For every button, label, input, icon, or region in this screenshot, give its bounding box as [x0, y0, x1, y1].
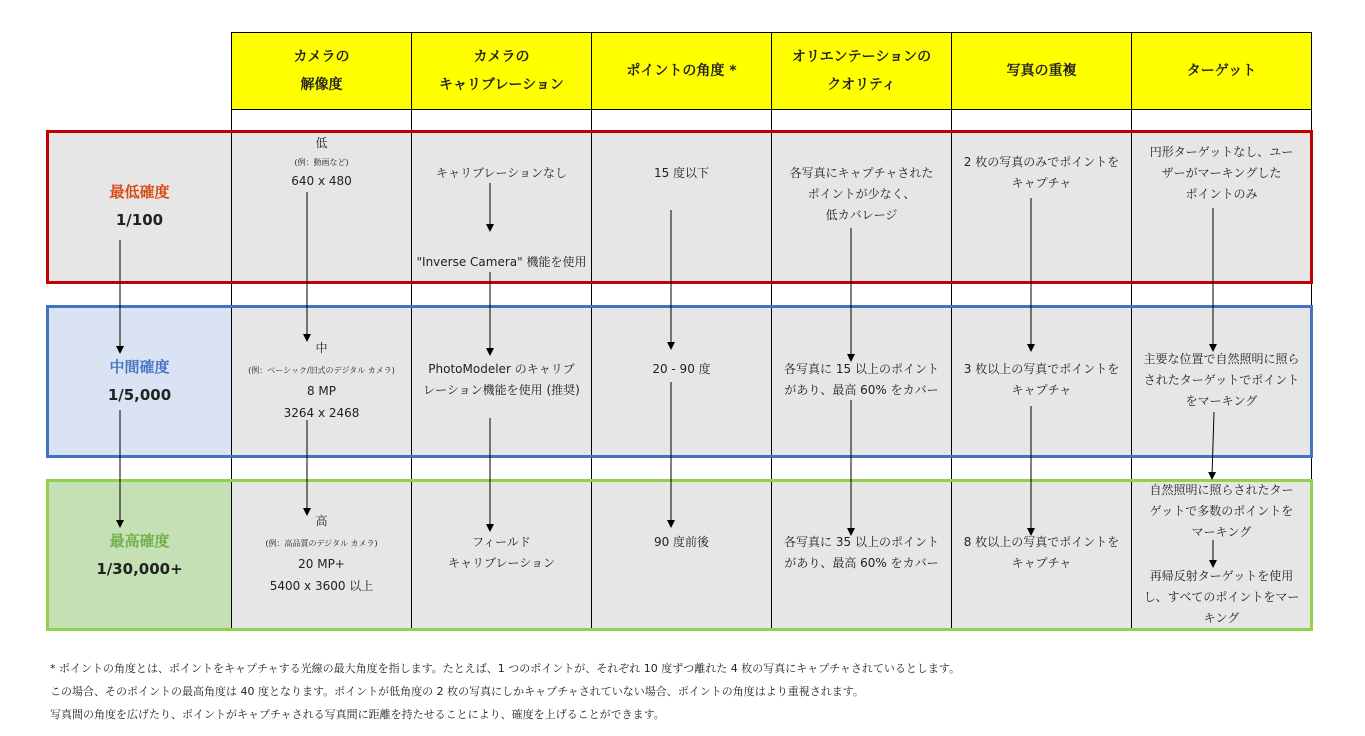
orientation-text: 各写真にキャプチャされた ポイントが少なく、 低カバレージ	[789, 166, 934, 222]
footnote-2: この場合、そのポイントの最高角度は 40 度となります。ポイントが低角度の 2 枚の写真にしかキャプチャされていない場合、ポイントの角度はより重視されます。	[50, 685, 864, 698]
row-ratio: 1/100	[115, 211, 164, 229]
overlap-text: 3 枚以上の写真でポイントを キャプチャ	[963, 362, 1120, 397]
header-label: ターゲット	[1186, 63, 1257, 79]
row-name: 中間確度	[109, 358, 170, 376]
header-label: オリエンテーションの クオリティ	[791, 49, 932, 93]
target-text: 主要な位置で自然照明に照ら されたターゲットでポイント をマーキング	[1143, 352, 1300, 408]
resolution-example: (例：高品質のデジタル カメラ)	[265, 539, 378, 548]
header-label: 写真の重複	[1006, 63, 1077, 79]
orientation-text: 各写真に 35 以上のポイント があり、最高 60% をカバー	[784, 535, 939, 570]
resolution-level: 高	[315, 514, 328, 528]
calibration-top: PhotoModeler のキャリブ レーション機能を使用 (推奨)	[423, 362, 580, 397]
footnote-1: * ポイントの角度とは、ポイントをキャプチャする光線の最大角度を指します。たとえば、1 つのポイントが、それぞれ 10 度ずつ離れた 4 枚の写真にキャプチャされているとします。	[50, 662, 961, 675]
resolution-example: (例：ベーシック/旧式のデジタル カメラ)	[248, 366, 395, 375]
resolution-level: 中	[315, 341, 328, 355]
overlap-text: 2 枚の写真のみでポイントを キャプチャ	[963, 155, 1120, 190]
resolution-size: 640 x 480	[291, 174, 352, 188]
row-name: 最低確度	[109, 183, 170, 201]
row-ratio: 1/5,000	[107, 386, 172, 404]
target-text: 円形ターゲットなし、ユー ザーがマーキングした ポイントのみ	[1149, 145, 1294, 201]
angle-value: 15 度以下	[653, 166, 710, 180]
header-label: ポイントの角度 *	[626, 63, 737, 79]
resolution-size: 3264 x 2468	[283, 406, 360, 420]
header-label: カメラの 解像度	[293, 49, 350, 93]
calibration-top: フィールド キャリブレーション	[447, 535, 556, 570]
arrow-target-2-3	[1212, 412, 1214, 476]
resolution-mp: 8 MP	[306, 384, 337, 398]
orientation-text: 各写真に 15 以上のポイント があり、最高 60% をカバー	[784, 362, 939, 397]
calibration-top: キャリブレーションなし	[435, 166, 568, 180]
resolution-size: 5400 x 3600 以上	[269, 579, 374, 593]
resolution-example: (例：動画など)	[294, 158, 349, 167]
row-name: 最高確度	[109, 532, 170, 550]
target-text: 自然照明に照らされたター ゲットで多数のポイントを マーキング	[1149, 483, 1294, 539]
footnote-3: 写真間の角度を広げたり、ポイントがキャプチャされる写真間に距離を持たせることにより、確度を上げることができます。	[50, 708, 665, 721]
resolution-level: 低	[315, 136, 328, 150]
header-label: カメラの キャリブレーション	[439, 49, 564, 93]
calibration-bottom: "Inverse Camera" 機能を使用	[416, 255, 587, 269]
angle-value: 20 - 90 度	[652, 362, 711, 376]
row-ratio: 1/30,000+	[96, 560, 183, 578]
target-text-2: 再帰反射ターゲットを使用 し、すべてのポイントをマー キング	[1143, 569, 1300, 625]
angle-value: 90 度前後	[653, 535, 710, 549]
resolution-mp: 20 MP+	[298, 557, 345, 571]
overlap-text: 8 枚以上の写真でポイントを キャプチャ	[963, 535, 1120, 570]
